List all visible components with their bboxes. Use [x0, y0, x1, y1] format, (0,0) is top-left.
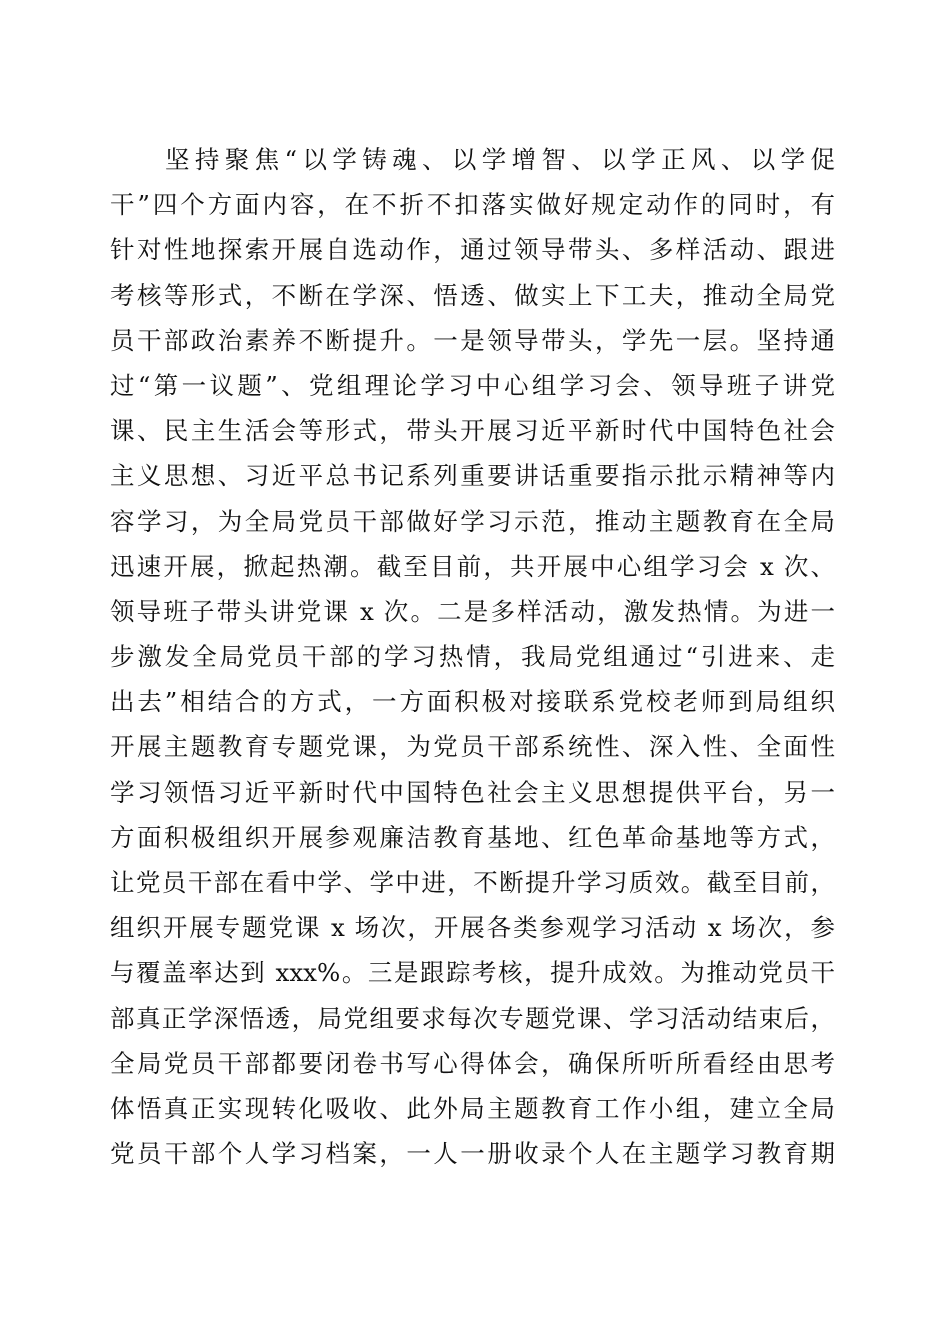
- paragraph-line: 让党员干部在看中学、学中进，不断提升学习质效。截至目前，: [110, 868, 835, 897]
- paragraph-line: 方面积极组织开展参观廉洁教育基地、红色革命基地等方式，: [110, 822, 835, 852]
- paragraph-line: 坚持聚焦“以学铸魂、以学增智、以学正风、以学促: [165, 145, 835, 174]
- paragraph-line: 与覆盖率达到 xxx%。三是跟踪考核，提升成效。为推动党员干: [110, 958, 835, 988]
- paragraph-line: 出去”相结合的方式，一方面积极对接联系党校老师到局组织: [110, 687, 835, 717]
- paragraph-line: 迅速开展，掀起热潮。截至目前，共开展中心组学习会 x 次、: [110, 551, 835, 581]
- paragraph-line: 步激发全局党员干部的学习热情，我局党组通过“引进来、走: [110, 642, 835, 672]
- paragraph-line: 容学习，为全局党员干部做好学习示范，推动主题教育在全局: [110, 506, 835, 536]
- paragraph-line: 课、民主生活会等形式，带头开展习近平新时代中国特色社会: [110, 416, 835, 446]
- paragraph-line: 员干部政治素养不断提升。一是领导带头，学先一层。坚持通: [110, 325, 835, 355]
- paragraph-line: 过“第一议题”、党组理论学习中心组学习会、领导班子讲党: [110, 370, 835, 400]
- paragraph-line: 针对性地探索开展自选动作，通过领导带头、多样活动、跟进: [110, 235, 835, 265]
- paragraph-line: 学习领悟习近平新时代中国特色社会主义思想提供平台，另一: [110, 777, 835, 807]
- paragraph-line: 体悟真正实现转化吸收、此外局主题教育工作小组，建立全局: [110, 1093, 835, 1123]
- paragraph-line: 部真正学深悟透，局党组要求每次专题党课、学习活动结束后，: [110, 1003, 835, 1033]
- paragraph-line: 主义思想、习近平总书记系列重要讲话重要指示批示精神等内: [110, 461, 835, 491]
- paragraph-line: 组织开展专题党课 x 场次，开展各类参观学习活动 x 场次，参: [110, 913, 835, 943]
- paragraph-line: 考核等形式，不断在学深、悟透、做实上下工夫，推动全局党: [110, 280, 835, 310]
- paragraph-line: 开展主题教育专题党课，为党员干部系统性、深入性、全面性: [110, 732, 835, 762]
- paragraph-line: 领导班子带头讲党课 x 次。二是多样活动，激发热情。为进一: [110, 596, 835, 626]
- paragraph-line: 党员干部个人学习档案，一人一册收录个人在主题学习教育期: [110, 1139, 835, 1169]
- body-paragraph: [110, 137, 835, 1176]
- paragraph-line: 全局党员干部都要闭卷书写心得体会，确保所听所看经由思考: [110, 1048, 835, 1078]
- paragraph-line: 干”四个方面内容，在不折不扣落实做好规定动作的同时，有: [110, 190, 835, 220]
